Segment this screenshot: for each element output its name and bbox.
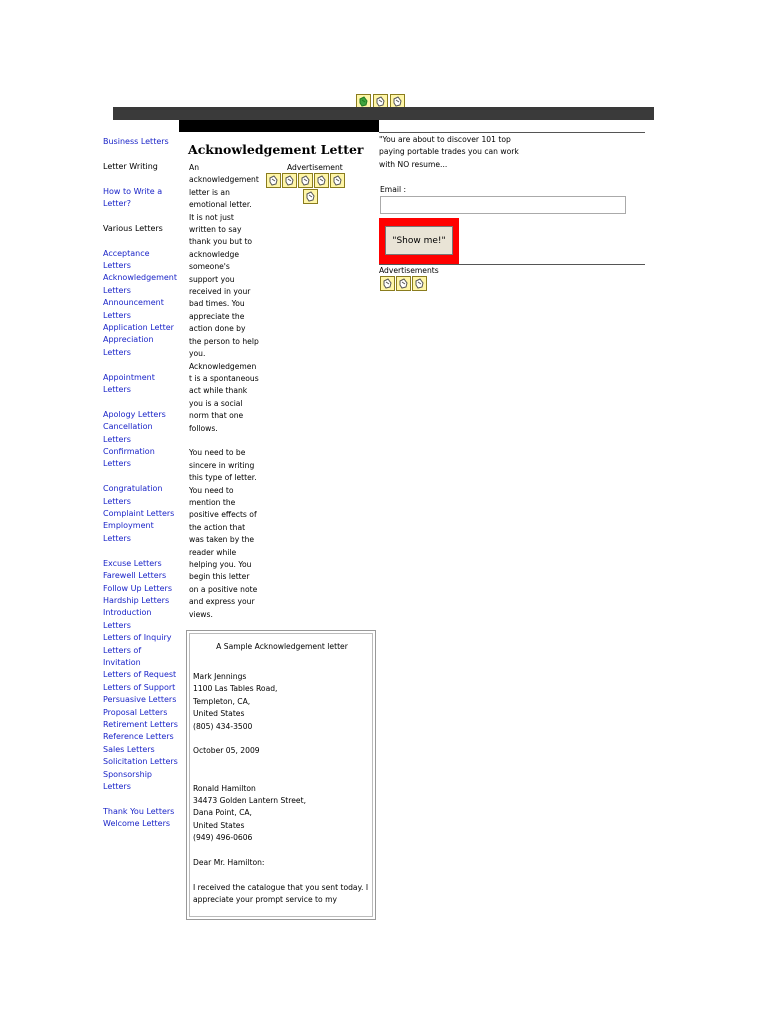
sidebar-heading: Various Letters <box>103 223 163 233</box>
sample-letter-line: United States <box>193 820 245 830</box>
advertisements-label: Advertisements <box>379 266 439 275</box>
page-title: Acknowledgement Letter <box>188 142 364 157</box>
plugin-icon[interactable] <box>396 276 411 291</box>
advertisement-label: Advertisement <box>287 163 343 172</box>
sidebar-link[interactable]: Proposal Letters <box>103 707 168 717</box>
header-bar <box>113 107 654 120</box>
sidebar-link[interactable]: Appointment Letters <box>103 372 155 395</box>
advertisements-icons[interactable] <box>380 276 428 291</box>
sample-letter-line: United States <box>193 709 245 719</box>
sidebar-link[interactable]: Solicitation Letters <box>103 757 178 767</box>
sample-letter-spacer <box>193 770 369 782</box>
plugin-icon[interactable] <box>303 189 318 204</box>
sidebar-spacer <box>103 396 179 408</box>
sample-letter-spacer <box>193 845 369 857</box>
sample-letter-line: Dana Point, CA, <box>193 808 252 818</box>
sidebar-link[interactable]: Letters of Support <box>103 682 176 692</box>
sample-letter-line: Dear Mr. Hamilton: <box>193 858 265 868</box>
sample-letter-box <box>186 630 376 920</box>
sidebar-link[interactable]: Excuse Letters <box>103 558 162 568</box>
sidebar-spacer <box>103 359 179 371</box>
advertisement-block[interactable] <box>266 173 362 205</box>
sidebar-spacer <box>103 235 179 247</box>
sidebar-link[interactable]: Congratulation <box>103 484 163 494</box>
sidebar-link[interactable]: Letters <box>103 285 131 295</box>
sidebar-link[interactable]: Letters of Inquiry <box>103 633 172 643</box>
sidebar-link[interactable]: Letters <box>103 310 131 320</box>
sidebar-link[interactable]: Letters of Invitation <box>103 645 142 667</box>
sample-letter-heading: A Sample Acknowledgement letter <box>216 642 348 651</box>
sample-letter-line: 34473 Golden Lantern Street, <box>193 796 306 806</box>
sample-letter-line: October 05, 2009 <box>193 746 260 756</box>
sidebar-link[interactable]: Employment Letters <box>103 521 154 543</box>
plugin-icon[interactable] <box>314 173 329 188</box>
sidebar-link[interactable]: Introduction Letters <box>103 608 152 630</box>
sidebar-spacer <box>103 471 179 483</box>
plugin-icon[interactable] <box>266 173 281 188</box>
sidebar-link[interactable]: Cancellation Letters <box>103 422 153 444</box>
sample-letter-line: 1100 Las Tables Road, <box>193 684 278 694</box>
sidebar-link[interactable]: Persuasive Letters <box>103 695 177 705</box>
email-field[interactable] <box>380 196 626 214</box>
sample-letter-body <box>193 671 369 907</box>
sidebar-link[interactable]: Complaint Letters <box>103 509 175 519</box>
article-body <box>189 162 259 633</box>
plugin-icon[interactable] <box>380 276 395 291</box>
promo-text: "You are about to discover 101 top paying portable trades you can work with NO resume... <box>379 135 519 169</box>
sidebar-link[interactable]: Confirmation Letters <box>103 447 155 469</box>
show-me-button[interactable]: "Show me!" <box>385 226 453 255</box>
sidebar-link[interactable]: Thank You Letters <box>103 806 175 816</box>
title-bar <box>179 120 379 132</box>
sidebar-link[interactable]: Reference Letters <box>103 732 174 742</box>
sample-letter-spacer <box>193 733 369 745</box>
sidebar-spacer <box>103 793 179 805</box>
sidebar-link[interactable]: Sponsorship Letters <box>103 769 153 791</box>
right-divider-top <box>379 132 645 133</box>
sample-letter-line: Templeton, CA, <box>193 696 251 706</box>
plugin-icon[interactable] <box>330 173 345 188</box>
sample-letter-line: (949) 496-0606 <box>193 833 253 843</box>
sidebar-link[interactable]: Welcome Letters <box>103 819 171 829</box>
sidebar-spacer <box>103 210 179 222</box>
sidebar-spacer <box>103 545 179 557</box>
show-me-frame <box>379 218 459 264</box>
sample-letter-line: Ronald Hamilton <box>193 783 256 793</box>
sidebar-link[interactable]: Acceptance Letters <box>103 248 150 270</box>
sample-letter-spacer <box>193 869 369 881</box>
sidebar-spacer <box>103 148 179 160</box>
sidebar-nav <box>103 136 179 831</box>
sidebar-heading: Letter Writing <box>103 161 158 171</box>
sidebar-link[interactable]: Application Letter <box>103 323 174 333</box>
plugin-icon[interactable] <box>412 276 427 291</box>
sidebar-link[interactable]: Appreciation Letters <box>103 335 154 357</box>
sidebar-link[interactable]: Farewell Letters <box>103 571 167 581</box>
sidebar-link[interactable]: Apology Letters <box>103 409 166 419</box>
sidebar-link[interactable]: How to Write a <box>103 186 163 196</box>
right-divider-mid <box>379 264 645 265</box>
sidebar-link[interactable]: Sales Letters <box>103 744 155 754</box>
sidebar-link[interactable]: Retirement Letters <box>103 719 178 729</box>
sidebar-link[interactable]: Letters <box>103 496 131 506</box>
sidebar-link[interactable]: Follow Up Letters <box>103 583 173 593</box>
sample-letter-spacer <box>193 758 369 770</box>
sidebar-spacer <box>103 173 179 185</box>
sidebar-link[interactable]: Announcement <box>103 298 164 308</box>
sidebar-link[interactable]: Hardship Letters <box>103 595 170 605</box>
sidebar-link[interactable]: Letter? <box>103 199 131 208</box>
sample-letter-line: (805) 434-3500 <box>193 721 253 731</box>
plugin-icon[interactable] <box>282 173 297 188</box>
article-paragraph: An acknowledgement letter is an emotional letter. It is not just written to say thank you but to acknowledge someone's support you received in your bad times. You appreciate the action done by the person to help you. Acknowledgement is a spontaneous act while thank you is a social norm that one follows. <box>189 163 259 433</box>
article-paragraph: You need to be sincere in writing this type of letter. You need to mention the positive effects of the action that was taken by the reader while helping you. You begin this letter on a positive note and express your views. <box>189 448 258 619</box>
sample-letter-line: Mark Jennings <box>193 672 247 681</box>
email-label: Email : <box>380 185 407 194</box>
sidebar-link[interactable]: Business Letters <box>103 137 169 146</box>
sidebar-link[interactable]: Acknowledgement <box>103 273 178 283</box>
sample-letter-line: I received the catalogue that you sent today. I appreciate your prompt service to my <box>193 882 369 905</box>
sidebar-link[interactable]: Letters of Request <box>103 670 177 680</box>
plugin-icon[interactable] <box>298 173 313 188</box>
